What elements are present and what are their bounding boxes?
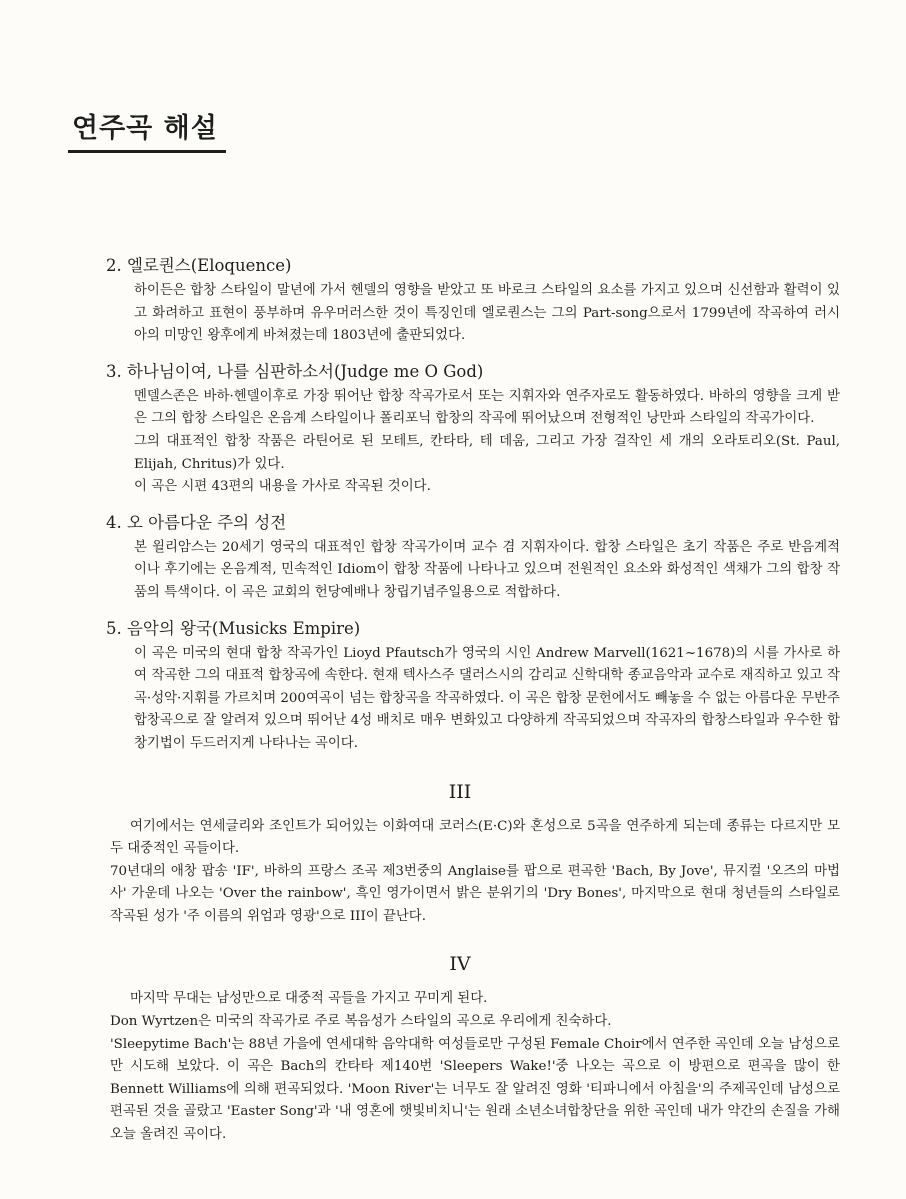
paragraph: 멘델스존은 바하·헨델이후로 가장 뛰어난 합창 작곡가로서 또는 지휘자와 연주자로도 활동하였다. 바하의 영향을 크게 받은 그의 합창 스타일은 온음계 스타일이나 폴리포닉 합창의 작곡에 뛰어났으며 전형적인 낭만파 스타일의 작곡가이다. bbox=[134, 388, 840, 427]
part-4-body bbox=[110, 988, 840, 1146]
part-3-body bbox=[110, 816, 840, 929]
page-title: 연주곡 해설 bbox=[72, 113, 218, 144]
paragraph: 이 곡은 미국의 현대 합창 작곡가인 Lioyd Pfautsch가 영국의 시인 Andrew Marvell(1621~1678)의 시를 가사로 하여 작곡한 그의 대표적 합창곡에 속한다. 현재 텍사스주 댈러스시의 감리교 신학대학 종교음악과 교수로 재직하고 있고 작곡·성악·지휘를 가르치며 200여곡이 넘는 합창곡을 작곡하였다. 이 곡은 합창 문헌에서도 빼놓을 수 없는 아름다운 무반주 합창곡으로 잘 알려져 있으며 뛰어난 4성 배치로 매우 변화있고 다양하게 작곡되었으며 작곡자의 합창스타일과 우수한 합창기법이 두드러지게 나타나는 곡이다. bbox=[134, 645, 840, 751]
part-3-numeral: III bbox=[448, 780, 472, 803]
section-heading: 3. 하나님이여, 나를 심판하소서(Judge me O God) bbox=[106, 361, 484, 381]
paragraph: 마지막 무대는 남성만으로 대중적 곡들을 가지고 꾸미게 된다. bbox=[130, 991, 488, 1007]
section-body bbox=[134, 537, 840, 605]
title-underline bbox=[68, 150, 226, 153]
section-judge-me-o-god bbox=[80, 360, 840, 499]
paragraph: 하이든은 합창 스타일이 말년에 가서 헨델의 영향을 받았고 또 바로크 스타일의 요소를 가지고 있으며 신선함과 활력이 있고 화려하고 표현이 풍부하며 유우머러스한 것이 특징인데 엘로퀀스는 그의 Part-song으로서 1799년에 작곡하여 러시아의 미망인 왕후에게 바쳐졌는데 1803년에 출판되었다. bbox=[134, 283, 840, 344]
paragraph: 이 곡은 시편 43편의 내용을 가사로 작곡된 것이다. bbox=[134, 479, 431, 495]
section-heading: 5. 음악의 왕국(Musicks Empire) bbox=[106, 618, 361, 638]
paragraph: 그의 대표적인 합창 작품은 라틴어로 된 모테트, 칸타타, 테 데움, 그리고 가장 걸작인 세 개의 오라토리오(St. Paul, Elijah, Chritus)가 있다. bbox=[134, 433, 840, 472]
section-heading: 4. 오 아름다운 주의 성전 bbox=[106, 512, 287, 532]
section-body bbox=[134, 280, 840, 348]
paragraph: 'Sleepytime Bach'는 88년 가을에 연세대학 음악대학 여성들로만 구성된 Female Choir에서 연주한 곡인데 오늘 남성으로만 시도해 보았다. 이 곡은 Bach의 칸타타 제140번 'Sleepers Wake!'중 나오는 곡으로 이 방편으로 편곡을 많이 한 Bennett Williams에 의해 편곡되었다. 'Moon River'는 너무도 잘 알려진 영화 '티파니에서 아침을'의 주제곡인데 남성으로 편곡된 것을 골랐고 'Easter Song'과 '내 영혼에 햇빛비치니'는 원래 소년소녀합창단을 위한 곡인데 내가 약간의 손질을 가해 오늘 올려진 곡이다. bbox=[110, 1036, 840, 1143]
section-eloquence bbox=[80, 254, 840, 348]
content bbox=[80, 254, 840, 1147]
paragraph: 본 윌리암스는 20세기 영국의 대표적인 합창 작곡가이며 교수 겸 지휘자이다. 합창 스타일은 초기 작품은 주로 반음계적이나 후기에는 온음계적, 민속적인 Idiom이 합창 작품에 나타나고 있으며 전원적인 요소와 화성적인 색채가 그의 합창 작품의 특색이다. 이 곡은 교회의 헌당예배나 창립기념주일용으로 적합하다. bbox=[134, 539, 840, 600]
paragraph: 여기에서는 연세글리와 조인트가 되어있는 이화여대 코러스(E·C)와 혼성으로 5곡을 연주하게 되는데 종류는 다르지만 모두 대중적인 곡들이다. bbox=[110, 818, 840, 857]
section-body bbox=[134, 643, 840, 756]
part-4-numeral: IV bbox=[449, 953, 471, 976]
section-heading: 2. 엘로퀀스(Eloquence) bbox=[106, 256, 292, 275]
paragraph: Don Wyrtzen은 미국의 작곡가로 주로 복음성가 스타일의 곡으로 우리에게 친숙하다. bbox=[110, 1014, 612, 1030]
section-beautiful-temple bbox=[80, 511, 840, 605]
section-musicks-empire bbox=[80, 617, 840, 756]
section-body bbox=[134, 386, 840, 499]
paragraph: 70년대의 애창 팝송 'IF', 바하의 프랑스 조곡 제3번중의 Anglaise를 팝으로 편곡한 'Bach, By Jove', 뮤지컬 '오즈의 마법사' 가운데 나오는 'Over the rainbow', 흑인 영가이면서 밝은 분위기의 'Dry Bones', 마지막으로 현대 청년들의 스타일로 작곡된 성가 '주 이름의 위엄과 영광'으로 III이 끝난다. bbox=[110, 863, 840, 924]
